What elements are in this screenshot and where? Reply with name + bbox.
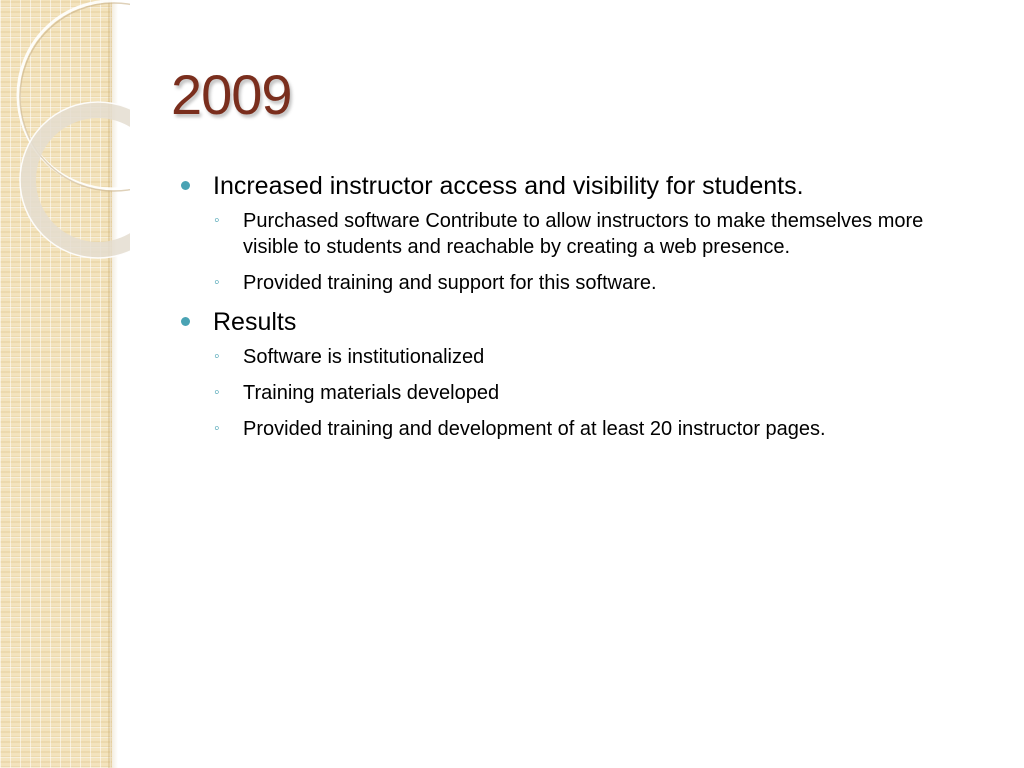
filled-circle-bullet-icon bbox=[181, 181, 190, 190]
bullet-text: Results bbox=[213, 308, 297, 336]
hollow-circle-bullet-icon: ◦ bbox=[214, 348, 220, 365]
hollow-circle-bullet-icon: ◦ bbox=[214, 212, 220, 229]
sub-bullet-item bbox=[178, 270, 978, 296]
sub-bullet-item bbox=[178, 416, 978, 442]
sub-bullet-text: Provided training and development of at least 20 instructor pages. bbox=[243, 418, 826, 440]
hollow-circle-bullet-icon: ◦ bbox=[214, 384, 220, 401]
bullet-level1-access bbox=[178, 170, 978, 202]
sub-bullet-text: Software is institutionalized bbox=[243, 346, 485, 368]
sub-bullet-item bbox=[178, 380, 978, 406]
slide-title: 2009 bbox=[171, 63, 292, 126]
sub-bullet-text: Training materials developed bbox=[243, 382, 500, 404]
sub-bullet-list bbox=[178, 208, 978, 296]
decorative-ring-small bbox=[28, 110, 130, 250]
hollow-circle-bullet-icon: ◦ bbox=[214, 274, 220, 291]
sub-bullet-item bbox=[178, 208, 978, 260]
bullet-level1-results bbox=[178, 306, 978, 338]
hollow-circle-bullet-icon: ◦ bbox=[214, 420, 220, 437]
decorative-rings bbox=[0, 0, 130, 260]
sub-bullet-list bbox=[178, 344, 978, 442]
sub-bullet-text: Provided training and support for this software. bbox=[243, 272, 657, 294]
sub-bullet-text: Purchased software Contribute to allow instructors to make themselves more visible to students and reachable by creating a web presence. bbox=[243, 210, 924, 258]
filled-circle-bullet-icon bbox=[181, 317, 190, 326]
slide-content bbox=[178, 170, 978, 452]
sub-bullet-item bbox=[178, 344, 978, 370]
bullet-text: Increased instructor access and visibility for students. bbox=[213, 172, 804, 200]
